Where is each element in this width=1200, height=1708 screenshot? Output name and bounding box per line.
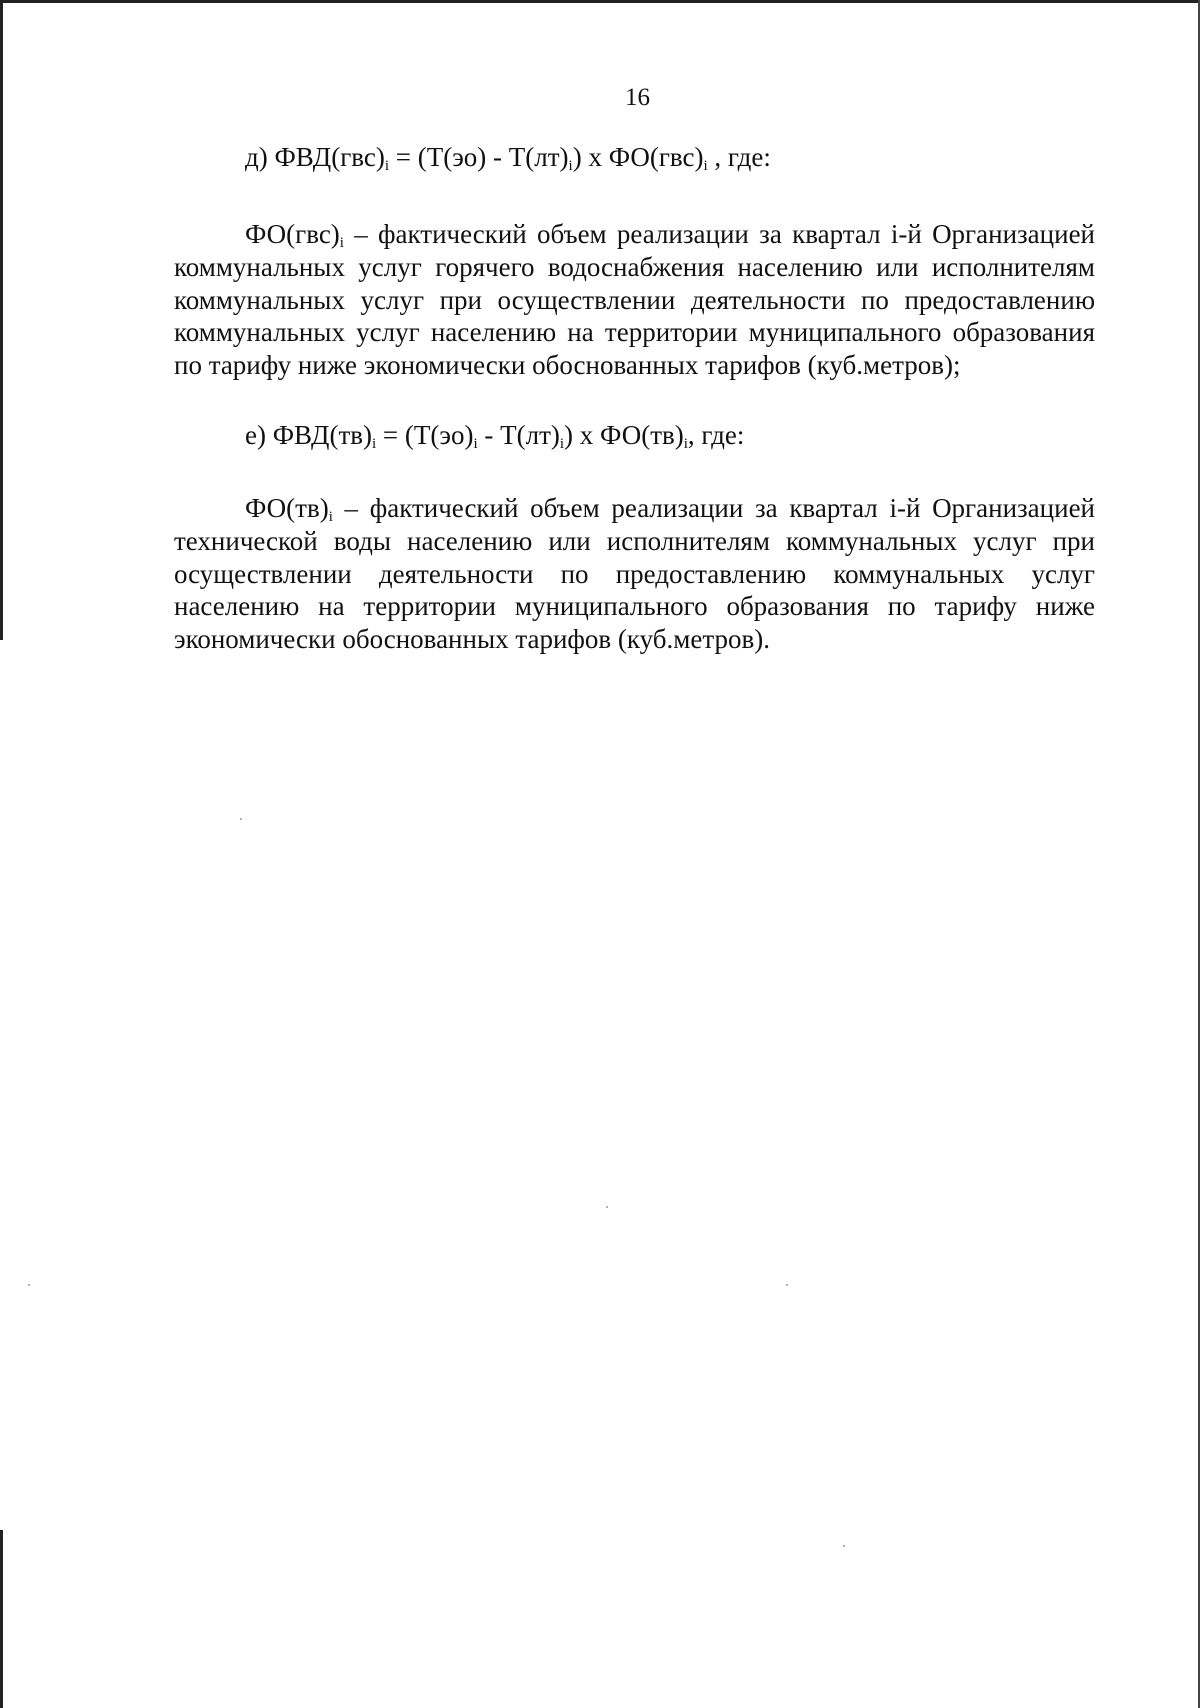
document-body: [174, 140, 1095, 656]
formula-e-mid3: ) х ФО(тв): [564, 419, 684, 450]
definition-d: [174, 218, 1095, 382]
formula-e-sub2: i: [473, 435, 478, 452]
formula-d-sub1: i: [384, 158, 390, 174]
formula-d: [174, 140, 1095, 174]
formula-e-mid1: = (Т(эо): [376, 419, 474, 450]
formula-d-prefix: д) ФВД(гвс): [245, 142, 385, 172]
formula-e-suffix: , где:: [687, 419, 745, 450]
definition-e: [174, 492, 1095, 656]
definition-d-text: – фактический объем реализации за квартал i-й Организацией коммунальных услуг горячего водоснабжения населению или исполнителям коммунальных услуг при осуществлении деятельности по предоставлению коммунальных услуг населению на территории муниципального образования по тарифу ниже экономически обоснованных тарифов (куб.метров);: [174, 219, 1095, 381]
formula-d-sub3: i: [703, 158, 708, 174]
scan-speck: [606, 1206, 608, 1208]
formula-d-sub2: i: [568, 158, 573, 174]
definition-e-term-sub: i: [328, 508, 333, 525]
scan-speck: [843, 1545, 845, 1547]
definition-e-term: ФО(тв): [245, 492, 329, 523]
formula-d-mid1: = (Т(эо) - Т(лт): [389, 142, 569, 172]
formula-e: [174, 418, 1095, 452]
formula-e-prefix: е) ФВД(тв): [245, 419, 372, 450]
page-number: 16: [625, 84, 650, 111]
formula-e-mid2: - Т(лт): [477, 419, 560, 450]
scan-edge-left-lower: [0, 1530, 3, 1708]
scan-speck: [786, 1284, 788, 1286]
scan-speck: [28, 1284, 30, 1286]
formula-e-sub1: i: [371, 435, 377, 452]
scan-speck: [240, 818, 242, 820]
formula-e-sub4: i: [683, 435, 688, 452]
formula-d-suffix: , где:: [707, 142, 771, 172]
definition-d-term-sub: i: [339, 235, 344, 251]
definition-e-text: – фактический объем реализации за квартал i-й Организацией технической воды населению или исполнителям коммунальных услуг при осуществлении деятельности по предоставлению коммунальных услуг населению на территории муниципального образования по тарифу ниже экономически обоснованных тарифов (куб.метров).: [174, 492, 1095, 655]
formula-e-sub3: i: [559, 435, 565, 452]
definition-d-term: ФО(гвс): [245, 219, 340, 249]
formula-d-mid2: ) х ФО(гвс): [572, 142, 704, 172]
scan-edge-top: [0, 0, 1200, 3]
